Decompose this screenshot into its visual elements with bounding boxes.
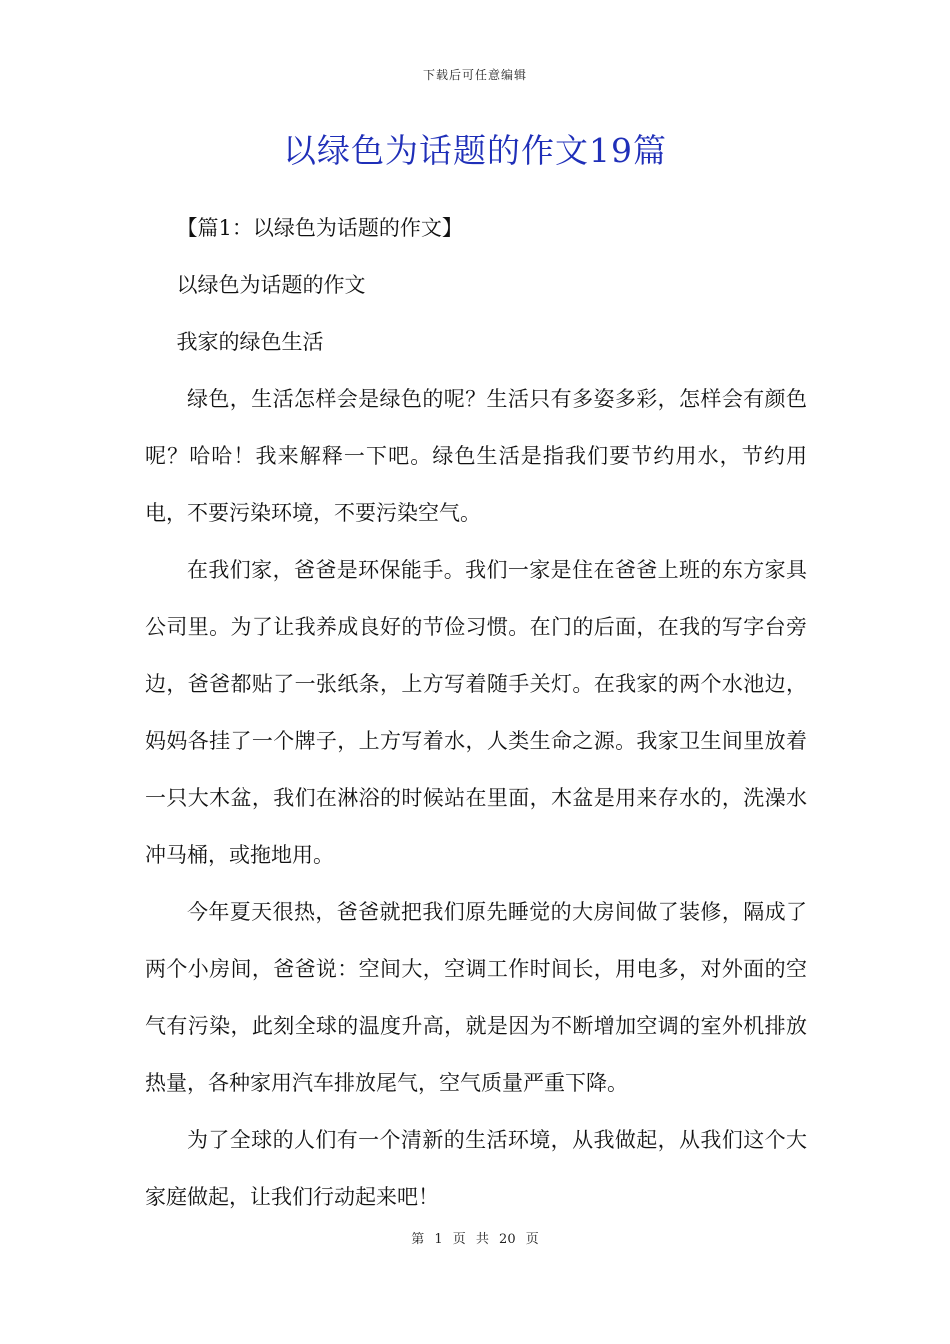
page-footer: 第 1 页 共 20 页	[411, 1232, 539, 1247]
body-paragraph: 绿色，生活怎样会是绿色的呢？生活只有多姿多彩，怎样会有颜色呢？哈哈！我来解释一下吧。绿色生活是指我们要节约用水，节约用电，不要污染环境，不要污染空气。	[145, 387, 807, 525]
essay-title: 我家的绿色生活	[176, 330, 324, 354]
body-paragraph: 为了全球的人们有一个清新的生活环境，从我做起，从我们这个大家庭做起，让我们行动起来吧！	[145, 1128, 807, 1209]
header-note: 下载后可任意编辑	[422, 68, 527, 82]
section-heading: 【篇1：以绿色为话题的作文】	[176, 216, 463, 240]
body-paragraph: 今年夏天很热，爸爸就把我们原先睡觉的大房间做了装修，隔成了两个小房间，爸爸说：空间大，空调工作时间长，用电多，对外面的空气有污染，此刻全球的温度升高，就是因为不断增加空调的室外机排放热量，各种家用汽车排放尾气，空气质量严重下降。	[145, 900, 807, 1095]
document-title: 以绿色为话题的作文19篇	[283, 131, 667, 170]
document-body	[145, 200, 807, 1226]
essay-topic: 以绿色为话题的作文	[176, 273, 366, 297]
body-paragraph: 在我们家，爸爸是环保能手。我们一家是住在爸爸上班的东方家具公司里。为了让我养成良好的节俭习惯。在门的后面，在我的写字台旁边，爸爸都贴了一张纸条，上方写着随手关灯。在我家的两个水池边，妈妈各挂了一个牌子，上方写着水，人类生命之源。我家卫生间里放着一只大木盆，我们在淋浴的时候站在里面，木盆是用来存水的，洗澡水冲马桶，或拖地用。	[145, 558, 807, 867]
